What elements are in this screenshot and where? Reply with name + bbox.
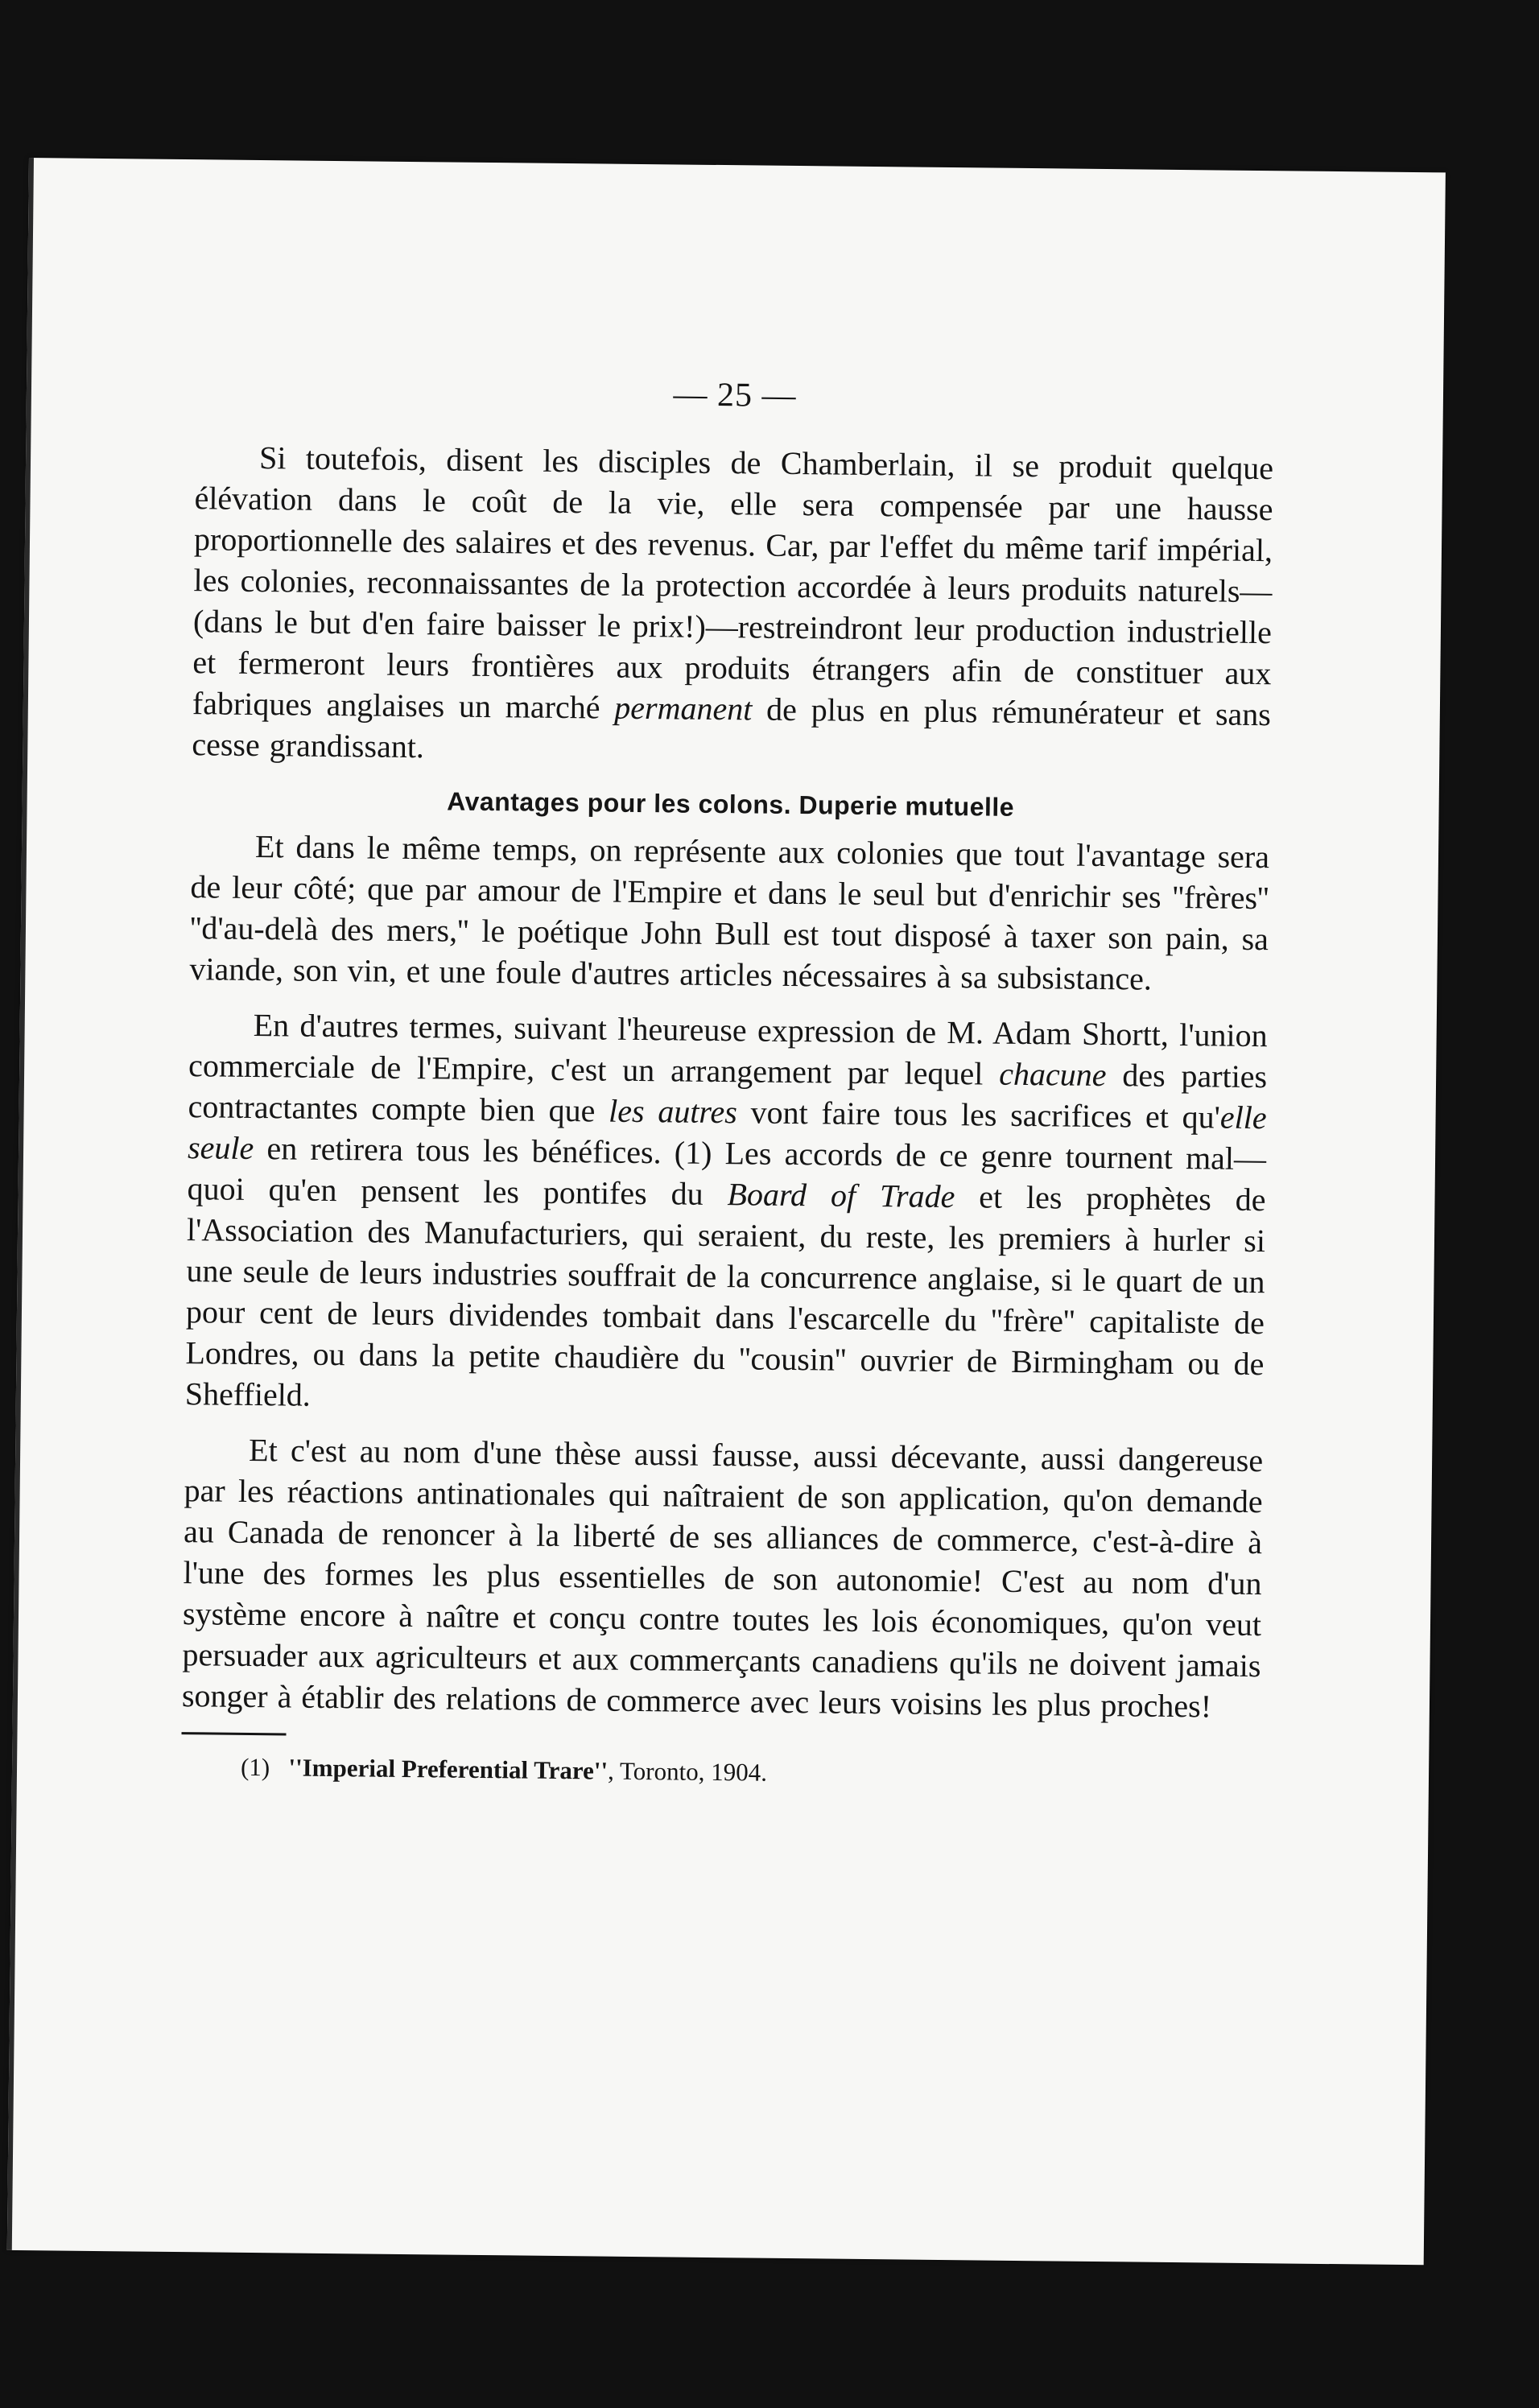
- page-binding-edge: [7, 158, 34, 2250]
- paragraph-3-italic-elle-seule: elle seule: [187, 1099, 1267, 1166]
- paragraph-1-text: Si toutefois, disent les disciples de Chamberlain, il se produit quelque élévation dans le coût de la vie, elle sera compensée par une hausse proportionnelle des salaires et des revenus. Car, par l'effet du même tarif impérial, les colonies, reconnaissantes de la protection accordée à leurs produits naturels—(dans le but d'en faire baisser le prix!)—restreindront leur production industrielle et fermeront leurs frontières aux produits étrangers afin de constituer aux fabriques anglaises un marché: [192, 439, 1274, 726]
- footnote: [241, 1751, 1260, 1794]
- paragraph-3-part-e: et les prophètes de l'Association des Manufacturiers, qui seraient, du reste, les premiers à hurler si une seule de leurs industries souffrait de la concurrence anglaise, si le quart de un pour cent de leurs dividendes tombait dans l'escarcelle du ''frère'' capitaliste de Londres, ou dans la petite chaudière du ''cousin'' ouvrier de Birmingham ou de Sheffield.: [184, 1178, 1266, 1413]
- footnote-rest: , Toronto, 1904.: [607, 1756, 768, 1787]
- paragraph-3-italic-les-autres: les autres: [608, 1092, 738, 1131]
- page-number: — 25 —: [673, 376, 797, 414]
- footnote-marker: (1): [240, 1752, 270, 1782]
- paragraph-3-italic-chacune: chacune: [999, 1055, 1107, 1094]
- paragraph-3-part-c: vont faire tous les sacrifices et qu': [750, 1094, 1221, 1136]
- paragraph-3-italic-board-of-trade: Board of Trade: [727, 1176, 955, 1215]
- paragraph-1-italic: permanent: [614, 689, 753, 728]
- paragraph-1-end: de plus en plus rémunérateur et sans cesse grandissant.: [192, 691, 1272, 765]
- footnote-title: ''Imperial Preferential Trare'': [288, 1753, 609, 1785]
- book-page: [7, 158, 1446, 2265]
- section-heading: Avantages pour les colons. Duperie mutuelle: [446, 786, 1015, 822]
- paragraph-3-part-b: des parties contractantes compte bien que: [188, 1057, 1268, 1129]
- paragraph-4: Et c'est au nom d'une thèse aussi fausse, aussi décevante, aussi dangereuse par les réactions antinationales qui naîtraient de son application, qu'on demande au Canada de renoncer à la liberté de ses alliances de commerce, c'est-à-dire à l'une des formes les plus essentielles de son autonomie! C'est au nom d'un système encore à naître et conçu contre toutes les lois économiques, qu'on veut persuader aux agriculteurs et aux commerçants canadiens qu'ils ne doivent jamais songer à établir des relations de commerce avec leurs voisins les plus proches!: [181, 1431, 1264, 1725]
- footnote-rule: [181, 1732, 286, 1735]
- page-content: [181, 370, 1274, 1794]
- paragraph-2: Et dans le même temps, on représente aux colonies que tout l'avantage sera de leur côté; que par amour de l'Empire et dans le seul but d'enrichir ses ''frères'' ''d'au-delà des mers,'' le poétique John Bull est tout disposé à taxer son pain, sa viande, son vin, et une foule d'autres articles nécessaires à sa subsistance.: [189, 827, 1270, 997]
- paragraph-1: [192, 436, 1273, 776]
- paragraph-3-part-a: En d'autres termes, suivant l'heureuse expression de M. Adam Shortt, l'union commerciale de l'Empire, c'est un arrangement par lequel: [188, 1006, 1268, 1092]
- paragraph-3: [185, 1004, 1268, 1425]
- paragraph-3-part-d: en retirera tous les bénéfices. (1) Les accords de ce genre tournent mal—quoi qu'en pensent les pontifes du: [187, 1130, 1267, 1212]
